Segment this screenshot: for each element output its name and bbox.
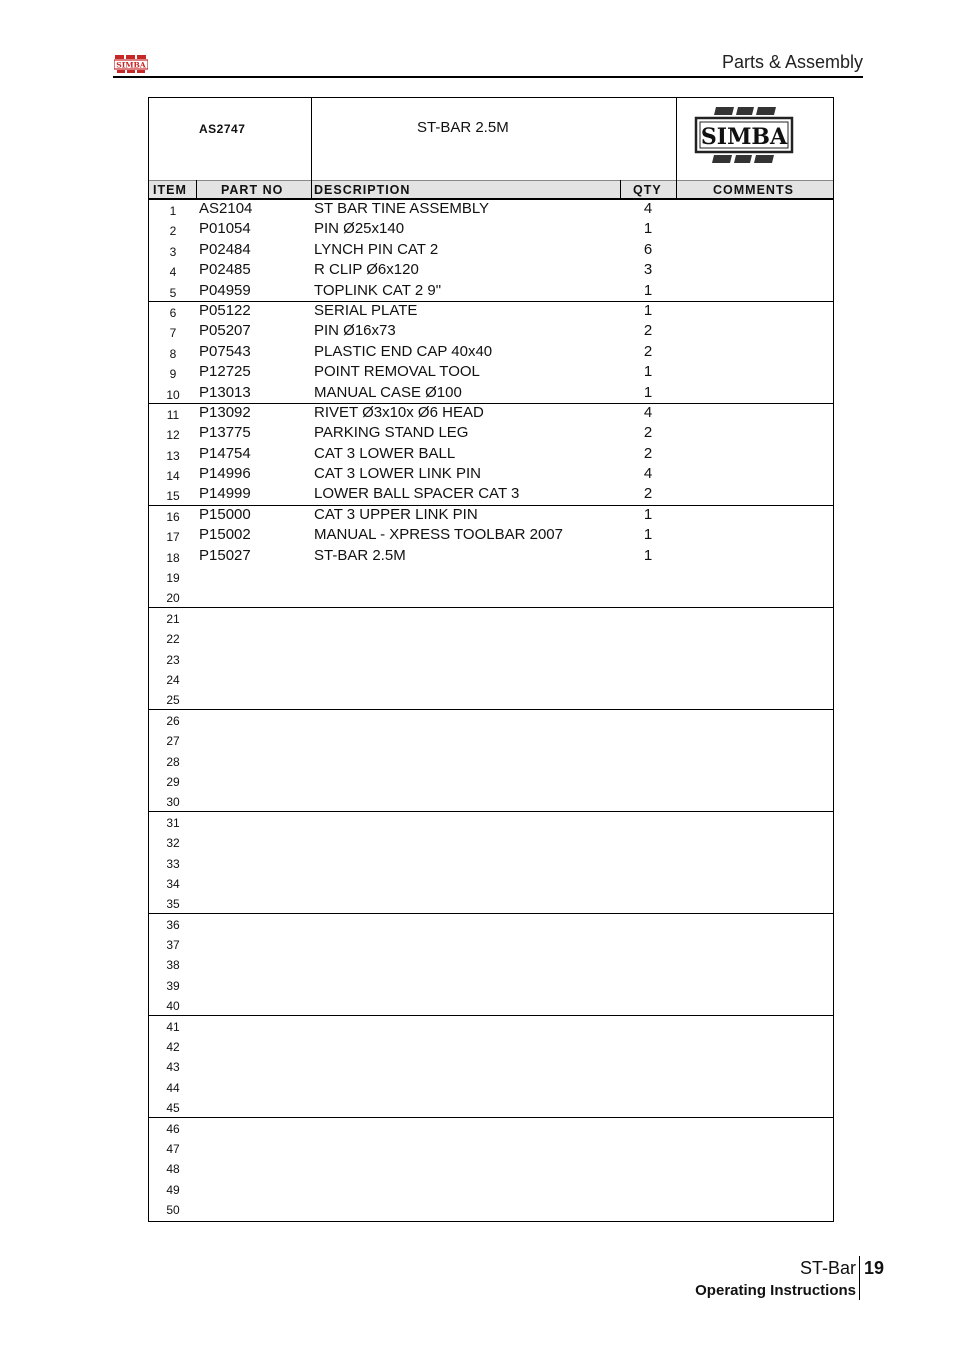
table-row	[149, 282, 833, 302]
table-row	[149, 954, 833, 974]
table-row	[149, 1179, 833, 1199]
item-number: 39	[166, 978, 180, 993]
divider	[311, 180, 312, 200]
part-number: P05122	[199, 301, 251, 319]
parts-list	[148, 97, 834, 1222]
table-row	[149, 689, 833, 709]
item-number: 27	[166, 734, 180, 749]
item-number: 14	[166, 469, 180, 484]
item-number: 42	[166, 1040, 180, 1055]
table-row	[149, 669, 833, 689]
table-row	[149, 587, 833, 607]
table-row	[149, 1097, 833, 1117]
table-row	[149, 1036, 833, 1056]
col-item: ITEM	[153, 183, 187, 197]
divider	[620, 180, 621, 200]
header-rule	[113, 76, 863, 78]
quantity: 1	[643, 363, 653, 381]
item-number: 18	[166, 550, 180, 565]
item-number: 36	[166, 917, 180, 932]
quantity: 1	[643, 220, 653, 238]
quantity: 1	[643, 505, 653, 523]
item-number: 5	[169, 285, 177, 300]
part-number: P05207	[199, 322, 251, 340]
item-number: 49	[166, 1182, 180, 1197]
description: MANUAL CASE Ø100	[314, 383, 462, 401]
item-number: 13	[166, 448, 180, 463]
item-number: 30	[166, 795, 180, 810]
quantity: 2	[643, 342, 653, 360]
table-row	[149, 506, 833, 526]
table-row	[149, 853, 833, 873]
table-row	[149, 1138, 833, 1158]
quantity: 1	[643, 383, 653, 401]
item-number: 32	[166, 836, 180, 851]
divider	[676, 180, 677, 200]
table-row	[149, 730, 833, 750]
item-number: 7	[169, 326, 177, 341]
description: CAT 3 LOWER BALL	[314, 444, 456, 462]
description: POINT REMOVAL TOOL	[314, 363, 480, 381]
table-row	[149, 771, 833, 791]
footer-divider	[859, 1256, 860, 1300]
table-row	[149, 975, 833, 995]
item-number: 41	[166, 1019, 180, 1034]
description: LOWER BALL SPACER CAT 3	[314, 485, 520, 503]
item-number: 8	[169, 346, 177, 361]
item-number: 35	[166, 897, 180, 912]
item-number: 34	[166, 876, 180, 891]
table-row	[149, 832, 833, 852]
item-number: 4	[169, 265, 177, 280]
quantity: 2	[643, 485, 653, 503]
item-number: 20	[166, 591, 180, 606]
col-description: DESCRIPTION	[314, 183, 411, 197]
table-row	[149, 465, 833, 485]
divider	[196, 180, 197, 200]
table-row	[149, 608, 833, 628]
quantity: 4	[643, 403, 653, 421]
col-qty: QTY	[633, 183, 662, 197]
table-row	[149, 1118, 833, 1138]
quantity: 2	[643, 424, 653, 442]
item-number: 24	[166, 672, 180, 687]
part-number: P13013	[199, 383, 251, 401]
table-row	[149, 526, 833, 546]
quantity: 2	[643, 322, 653, 340]
simba-logo	[694, 105, 794, 169]
table-row	[149, 567, 833, 587]
divider	[676, 98, 677, 180]
part-number: P02484	[199, 240, 251, 258]
part-number: P13092	[199, 403, 251, 421]
table-row	[149, 220, 833, 240]
item-number: 25	[166, 693, 180, 708]
item-number: 48	[166, 1162, 180, 1177]
assembly-code: AS2747	[199, 122, 246, 136]
table-row	[149, 1056, 833, 1076]
table-row	[149, 893, 833, 913]
description: ST-BAR 2.5M	[314, 546, 406, 564]
item-number: 21	[166, 611, 180, 626]
item-number: 37	[166, 938, 180, 953]
item-number: 19	[166, 571, 180, 586]
divider	[311, 98, 312, 180]
part-number: P14996	[199, 465, 251, 483]
item-number: 23	[166, 652, 180, 667]
item-number: 2	[169, 224, 177, 239]
description: SERIAL PLATE	[314, 301, 418, 319]
item-number: 17	[166, 530, 180, 545]
item-number: 43	[166, 1060, 180, 1075]
table-row	[149, 914, 833, 934]
item-number: 40	[166, 999, 180, 1014]
table-row	[149, 322, 833, 342]
item-number: 12	[166, 428, 180, 443]
logo-text: SIMBA	[700, 124, 788, 150]
part-number: P15027	[199, 546, 251, 564]
table-row	[149, 424, 833, 444]
part-number: P14999	[199, 485, 251, 503]
table-row	[149, 445, 833, 465]
footer-product: ST-Bar	[799, 1258, 856, 1278]
table-row	[149, 241, 833, 261]
item-number: 28	[166, 754, 180, 769]
column-header-row	[149, 180, 833, 200]
description: PIN Ø25x140	[314, 220, 405, 238]
assembly-title: ST-BAR 2.5M	[417, 119, 509, 136]
item-number: 11	[166, 407, 180, 422]
description: LYNCH PIN CAT 2	[314, 240, 439, 258]
item-number: 47	[166, 1141, 180, 1156]
item-number: 22	[166, 632, 180, 647]
page-number: 19	[864, 1258, 885, 1278]
item-number: 45	[166, 1101, 180, 1116]
item-number: 46	[166, 1121, 180, 1136]
quantity: 3	[643, 261, 653, 279]
description: RIVET Ø3x10x Ø6 HEAD	[314, 403, 484, 421]
table-row	[149, 1158, 833, 1178]
quantity: 1	[643, 546, 653, 564]
part-number: P01054	[199, 220, 251, 238]
description: CAT 3 LOWER LINK PIN	[314, 465, 481, 483]
table-row	[149, 547, 833, 567]
item-number: 29	[166, 774, 180, 789]
item-number: 33	[166, 856, 180, 871]
description: CAT 3 UPPER LINK PIN	[314, 505, 478, 523]
item-number: 9	[169, 367, 177, 382]
table-row	[149, 1199, 833, 1219]
item-number: 3	[169, 244, 177, 259]
simba-logo-small	[114, 54, 148, 74]
description: PARKING STAND LEG	[314, 424, 469, 442]
part-number: P15002	[199, 526, 251, 544]
item-number: 6	[169, 305, 177, 320]
item-number: 50	[166, 1203, 180, 1218]
quantity: 2	[643, 444, 653, 462]
quantity: 1	[643, 526, 653, 544]
item-number: 1	[169, 204, 177, 218]
quantity: 4	[643, 465, 653, 483]
quantity: 6	[643, 240, 653, 258]
table-row	[149, 384, 833, 404]
part-number: P15000	[199, 505, 251, 523]
table-row	[149, 649, 833, 669]
parts-rows	[149, 200, 833, 1220]
part-number: AS2104	[199, 200, 253, 217]
part-number: P04959	[199, 281, 251, 299]
table-row	[149, 404, 833, 424]
quantity: 1	[643, 281, 653, 299]
table-row	[149, 791, 833, 811]
footer-subtitle: Operating Instructions	[695, 1282, 856, 1299]
item-number: 10	[166, 387, 180, 402]
table-row	[149, 485, 833, 505]
table-row	[149, 710, 833, 730]
part-number: P13775	[199, 424, 251, 442]
table-row	[149, 751, 833, 771]
table-row	[149, 934, 833, 954]
item-number: 16	[166, 509, 180, 524]
small-logo-text: SIMBA	[116, 60, 146, 70]
item-number: 44	[166, 1080, 180, 1095]
description: MANUAL - XPRESS TOOLBAR 2007	[314, 526, 563, 544]
table-row	[149, 200, 833, 220]
part-number: P07543	[199, 342, 251, 360]
item-number: 31	[166, 815, 180, 830]
quantity: 4	[643, 200, 653, 217]
table-row	[149, 628, 833, 648]
table-row	[149, 1077, 833, 1097]
part-number: P02485	[199, 261, 251, 279]
part-number: P14754	[199, 444, 251, 462]
header-title: Parts & Assembly	[721, 52, 863, 72]
table-row	[149, 812, 833, 832]
description: TOPLINK CAT 2 9"	[314, 281, 442, 299]
item-number: 38	[166, 958, 180, 973]
table-row	[149, 1016, 833, 1036]
assembly-title-block	[149, 98, 833, 180]
description: PIN Ø16x73	[314, 322, 396, 340]
table-row	[149, 363, 833, 383]
description: ST BAR TINE ASSEMBLY	[314, 200, 490, 217]
description: R CLIP Ø6x120	[314, 261, 419, 279]
table-row	[149, 302, 833, 322]
col-comments: COMMENTS	[713, 183, 794, 197]
table-row	[149, 343, 833, 363]
item-number: 26	[166, 713, 180, 728]
table-row	[149, 873, 833, 893]
table-row	[149, 995, 833, 1015]
description: PLASTIC END CAP 40x40	[314, 342, 493, 360]
part-number: P12725	[199, 363, 251, 381]
col-part-no: PART NO	[221, 183, 284, 197]
table-row	[149, 261, 833, 281]
quantity: 1	[643, 301, 653, 319]
item-number: 15	[166, 489, 180, 504]
